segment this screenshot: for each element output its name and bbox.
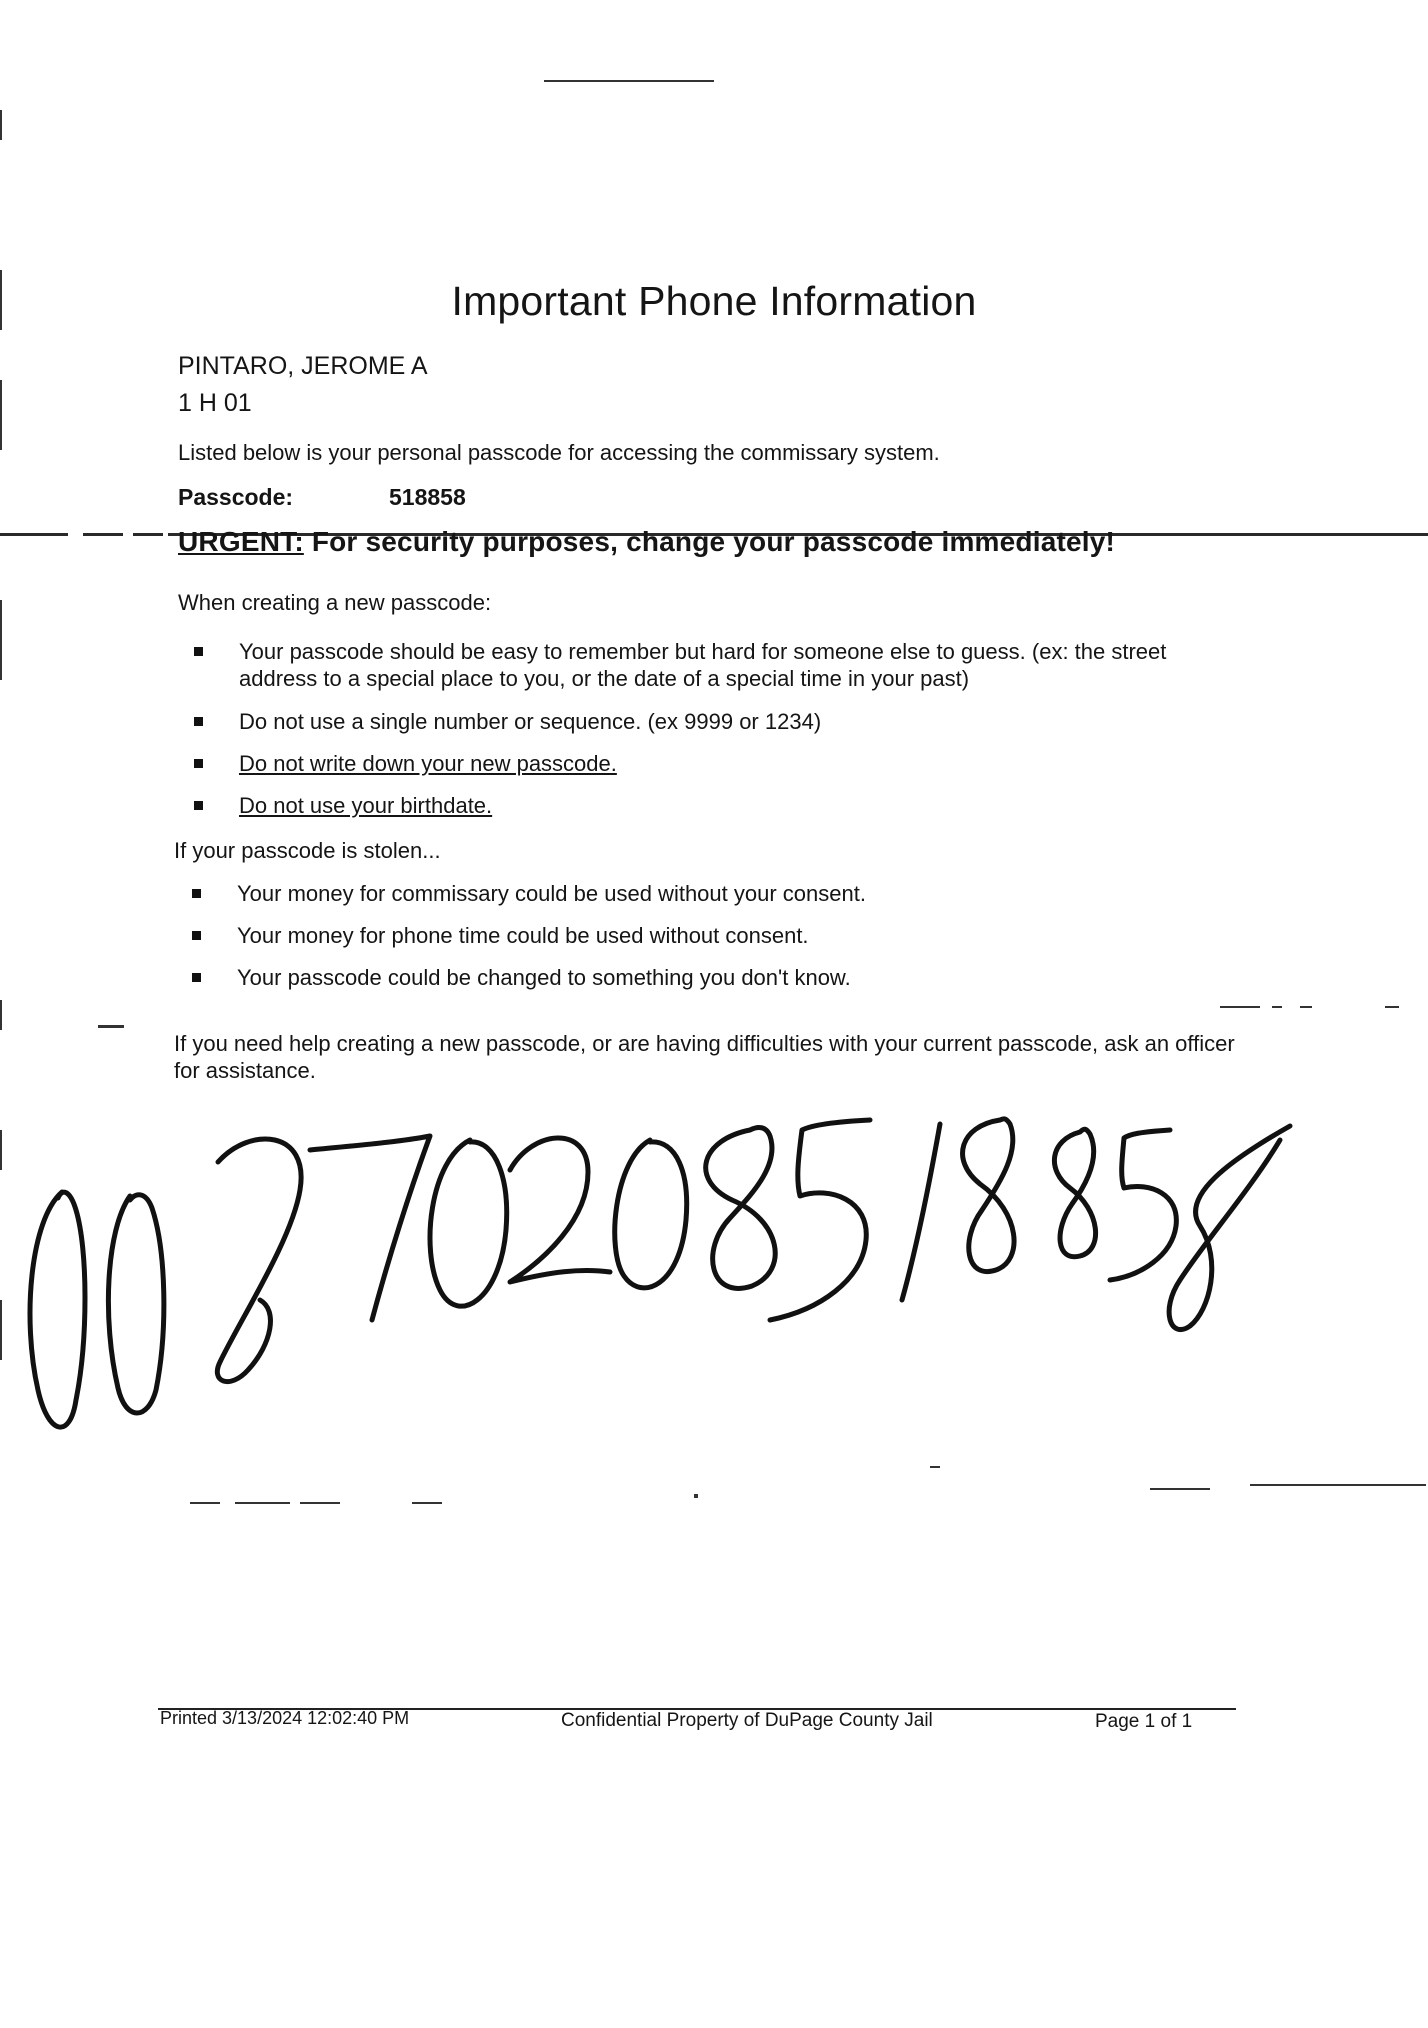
scan-artifact — [1220, 1006, 1260, 1008]
footer-confidential: Confidential Property of DuPage County Jail — [561, 1710, 933, 1731]
bullet-icon — [194, 647, 203, 656]
bullet-icon — [192, 931, 201, 940]
scan-artifact — [0, 1000, 2, 1030]
inmate-cell: 1 H 01 — [178, 389, 252, 417]
urgent-text: For security purposes, change your passcode immediately! — [303, 526, 1116, 557]
intro-text: Listed below is your personal passcode for accessing the commissary system. — [178, 440, 940, 465]
inmate-name: PINTARO, JEROME A — [178, 352, 428, 380]
bullet-icon — [192, 973, 201, 982]
page-title: Important Phone Information — [451, 278, 977, 324]
scan-artifact — [0, 110, 2, 140]
list-item-text: Your money for commissary could be used without your consent. — [237, 881, 866, 906]
handwritten-number — [10, 1100, 1310, 1450]
list-item-text: Do not use your birthdate. — [239, 793, 493, 818]
scan-artifact — [1385, 1006, 1399, 1008]
passcode-label: Passcode: — [178, 484, 294, 510]
footer-printed: Printed 3/13/2024 12:02:40 PM — [160, 1708, 410, 1728]
scan-artifact — [544, 80, 714, 82]
bullet-icon — [192, 889, 201, 898]
scan-artifact — [694, 1494, 698, 1498]
scan-artifact — [1300, 1006, 1312, 1008]
bullet-icon — [194, 759, 203, 768]
scan-artifact — [0, 1300, 2, 1360]
help-text: If you need help creating a new passcode, or are having difficulties with your current passcode, ask an officer for assistance. — [174, 1031, 1235, 1083]
passcode-value: 518858 — [389, 484, 466, 510]
scan-artifact — [1150, 1488, 1210, 1490]
bullet-icon — [194, 717, 203, 726]
list-item-text: Your money for phone time could be used without consent. — [237, 923, 809, 948]
list-item-text: Your passcode could be changed to something you don't know. — [237, 965, 851, 990]
urgent-notice — [178, 526, 1115, 558]
scan-artifact — [0, 600, 2, 680]
scan-artifact — [0, 1130, 2, 1170]
stolen-heading: If your passcode is stolen... — [174, 838, 441, 863]
scan-artifact — [412, 1502, 442, 1504]
handwritten-number-text: 0027020851 8858 — [10, 1100, 19, 1101]
urgent-label: URGENT: — [178, 526, 304, 557]
list-item-text: Your passcode should be easy to remember but hard for someone else to guess. (ex: the street address to a special place to you, or the date of a special time in your past) — [239, 639, 1167, 691]
scan-artifact — [1250, 1484, 1426, 1486]
scan-artifact — [300, 1502, 340, 1504]
list-item-text: Do not write down your new passcode. — [239, 751, 617, 776]
scan-artifact — [1272, 1006, 1282, 1008]
bullet-icon — [194, 801, 203, 810]
creating-heading: When creating a new passcode: — [178, 590, 492, 615]
scan-artifact — [930, 1466, 940, 1468]
scan-artifact — [235, 1502, 290, 1504]
scan-artifact — [0, 380, 2, 450]
list-item-text: Do not use a single number or sequence. (ex 9999 or 1234) — [239, 709, 822, 734]
scan-artifact — [98, 1025, 124, 1028]
footer-page-number: Page 1 of 1 — [1095, 1711, 1193, 1732]
scan-artifact — [190, 1502, 220, 1504]
urgent-rule-dashes — [28, 533, 168, 536]
